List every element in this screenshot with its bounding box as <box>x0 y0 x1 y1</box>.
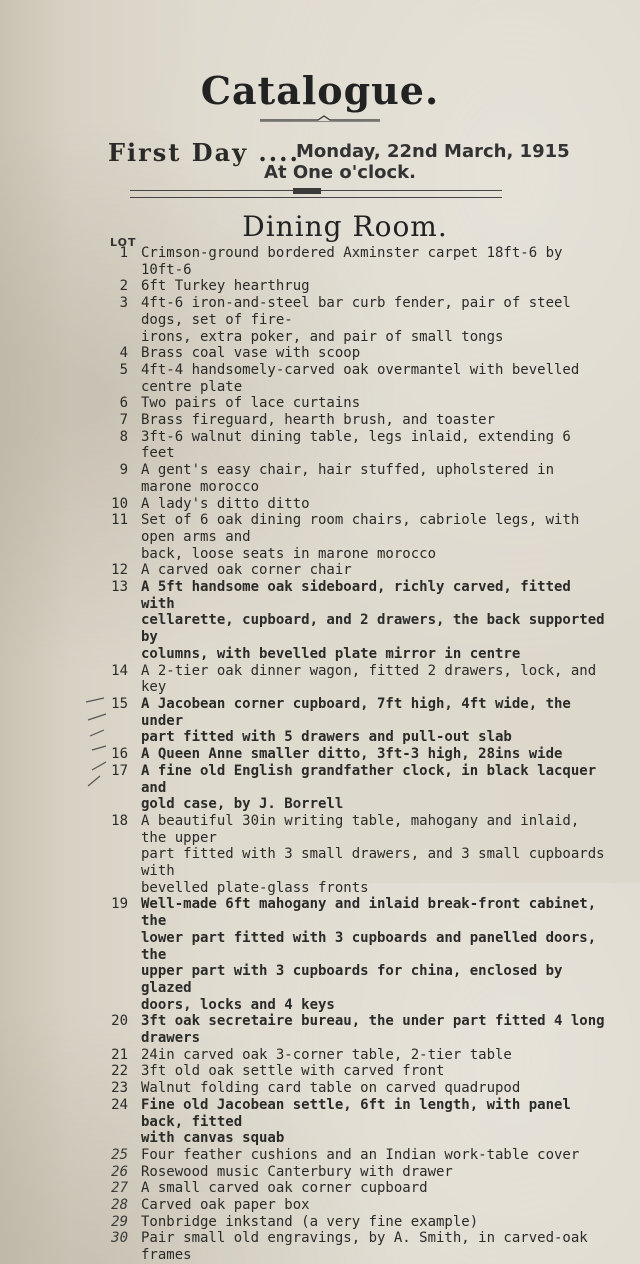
lot-number: 27 <box>111 1180 128 1197</box>
lot-description: 6ft Turkey hearthrug <box>141 278 310 295</box>
lot-item <box>100 1214 610 1231</box>
lot-description: A Jacobean corner cupboard, 7ft high, 4ft wide, the under part fitted with 5 drawers and pull-out slab <box>141 695 571 746</box>
lot-number: 9 <box>119 462 128 479</box>
lot-description: 4ft-4 handsomely-carved oak overmantel with bevelled centre plate <box>141 361 580 395</box>
lot-item <box>100 412 610 429</box>
lot-item <box>100 462 610 495</box>
lot-item <box>100 278 610 295</box>
lot-item <box>100 1164 610 1181</box>
lot-item <box>100 362 610 395</box>
lot-item <box>100 295 610 345</box>
lot-description: A 5ft handsome oak sideboard, richly carved, fitted with cellarette, cupboard, and 2 drawers, the back supported by columns, with bevelled plate mirror in centre <box>141 579 605 662</box>
lot-item <box>100 1047 610 1064</box>
lot-item <box>100 345 610 362</box>
lot-description: 4ft-6 iron-and-steel bar curb fender, pair of steel dogs, set of fire- irons, extra poker, and pair of small tongs <box>141 295 571 345</box>
lot-number: 2 <box>119 278 128 295</box>
lot-description: Pair small old engravings, by A. Smith, in carved-oak frames <box>141 1230 588 1264</box>
lot-description: Rosewood music Canterbury with drawer <box>141 1163 453 1180</box>
lot-item <box>100 245 610 278</box>
lot-item <box>100 763 610 813</box>
lot-description: A 2-tier oak dinner wagon, fitted 2 drawers, lock, and key <box>141 662 597 696</box>
divider-ornament <box>293 188 321 194</box>
room-heading: Dining Room. <box>242 210 448 243</box>
lot-description: A carved oak corner chair <box>141 562 352 579</box>
lot-description: Brass coal vase with scoop <box>141 345 361 362</box>
lot-number: 21 <box>111 1046 128 1063</box>
lot-item <box>100 1230 610 1263</box>
lot-item <box>100 1080 610 1097</box>
lot-description: Two pairs of lace curtains <box>141 395 361 412</box>
lot-item <box>100 395 610 412</box>
pencil-tick-marks <box>82 690 122 790</box>
lot-description: Well-made 6ft mahogany and inlaid break-front cabinet, the lower part fitted with 3 cupboards and panelled doors, the upper part with 3 cupboards for china, enclosed by glazed doors, locks and 4 keys <box>141 896 597 1013</box>
lot-number: 23 <box>111 1080 128 1097</box>
lot-item <box>100 896 610 1013</box>
lot-number: 16 <box>111 746 128 763</box>
lot-description: Carved oak paper box <box>141 1197 310 1214</box>
lot-item <box>100 579 610 663</box>
lot-item <box>100 562 610 579</box>
lot-number: 22 <box>111 1063 128 1080</box>
lot-description: 3ft old oak settle with carved front <box>141 1063 445 1080</box>
lot-description: A small carved oak corner cupboard <box>141 1180 428 1197</box>
lot-description: A lady's ditto ditto <box>141 495 310 512</box>
lot-number: 29 <box>111 1213 128 1230</box>
lot-column-header: LOT <box>110 236 137 249</box>
lot-description: Fine old Jacobean settle, 6ft in length, with panel back, fitted with canvas squab <box>141 1096 571 1147</box>
lot-number: 5 <box>119 361 128 378</box>
title-ornament-rule <box>258 114 382 124</box>
lot-number: 30 <box>111 1230 128 1247</box>
lot-number: 7 <box>119 412 128 429</box>
lot-description: 24in carved oak 3-corner table, 2-tier table <box>141 1046 512 1063</box>
lot-list <box>100 245 610 1264</box>
lot-number: 10 <box>111 495 128 512</box>
lot-item <box>100 1063 610 1080</box>
sale-date: Monday, 22nd March, 1915 <box>296 141 570 162</box>
sale-day-heading: First Day .... <box>108 138 300 167</box>
lot-description: Brass fireguard, hearth brush, and toaster <box>141 412 496 429</box>
lot-number: 18 <box>111 812 128 829</box>
lot-description: Crimson-ground bordered Axminster carpet 18ft-6 by 10ft-6 <box>141 245 563 278</box>
lot-number: 26 <box>111 1163 128 1180</box>
lot-description: Tonbridge inkstand (a very fine example) <box>141 1213 479 1230</box>
lot-description: A gent's easy chair, hair stuffed, upholstered in marone morocco <box>141 462 555 495</box>
lot-number: 6 <box>119 395 128 412</box>
lot-description: 3ft oak secretaire bureau, the under part fitted 4 long drawers <box>141 1013 605 1047</box>
lot-number: 15 <box>111 695 128 712</box>
lot-number: 8 <box>119 428 128 445</box>
lot-number: 3 <box>119 295 128 312</box>
lot-number: 11 <box>111 512 128 529</box>
lot-number: 12 <box>111 562 128 579</box>
lot-item <box>100 429 610 462</box>
lot-number: 17 <box>111 762 128 779</box>
lot-description: A beautiful 30in writing table, mahogany and inlaid, the upper part fitted with 3 small drawers, and 3 small cupboards with bevelled plate-glass fronts <box>141 812 605 896</box>
lot-number: 19 <box>111 896 128 913</box>
lot-item <box>100 496 610 513</box>
lot-item <box>100 512 610 562</box>
lot-description: Set of 6 oak dining room chairs, cabriole legs, with open arms and back, loose seats in marone morocco <box>141 512 580 562</box>
lot-item <box>100 746 610 763</box>
lot-description: A fine old English grandfather clock, in black lacquer and gold case, by J. Borrell <box>141 762 597 813</box>
lot-number: 24 <box>111 1096 128 1113</box>
catalogue-title: Catalogue. <box>200 68 440 113</box>
lot-item <box>100 663 610 696</box>
lot-number: 14 <box>111 662 128 679</box>
lot-item <box>100 1147 610 1164</box>
lot-item <box>100 1180 610 1197</box>
lot-item <box>100 813 610 897</box>
lot-number: 1 <box>119 245 128 261</box>
lot-number: 4 <box>119 345 128 362</box>
lot-number: 25 <box>111 1146 128 1163</box>
lot-item <box>100 1197 610 1214</box>
sale-time: At One o'clock. <box>264 162 416 183</box>
lot-item <box>100 696 610 746</box>
lot-description: 3ft-6 walnut dining table, legs inlaid, extending 6 feet <box>141 428 571 462</box>
lot-item <box>100 1097 610 1147</box>
lot-number: 13 <box>111 579 128 596</box>
lot-description: Four feather cushions and an Indian work-table cover <box>141 1146 580 1163</box>
lot-number: 20 <box>111 1013 128 1030</box>
lot-item <box>100 1013 610 1046</box>
lot-description: A Queen Anne smaller ditto, 3ft-3 high, 28ins wide <box>141 746 563 763</box>
lot-description: Walnut folding card table on carved quadrupod <box>141 1080 521 1097</box>
lot-number: 28 <box>111 1197 128 1214</box>
